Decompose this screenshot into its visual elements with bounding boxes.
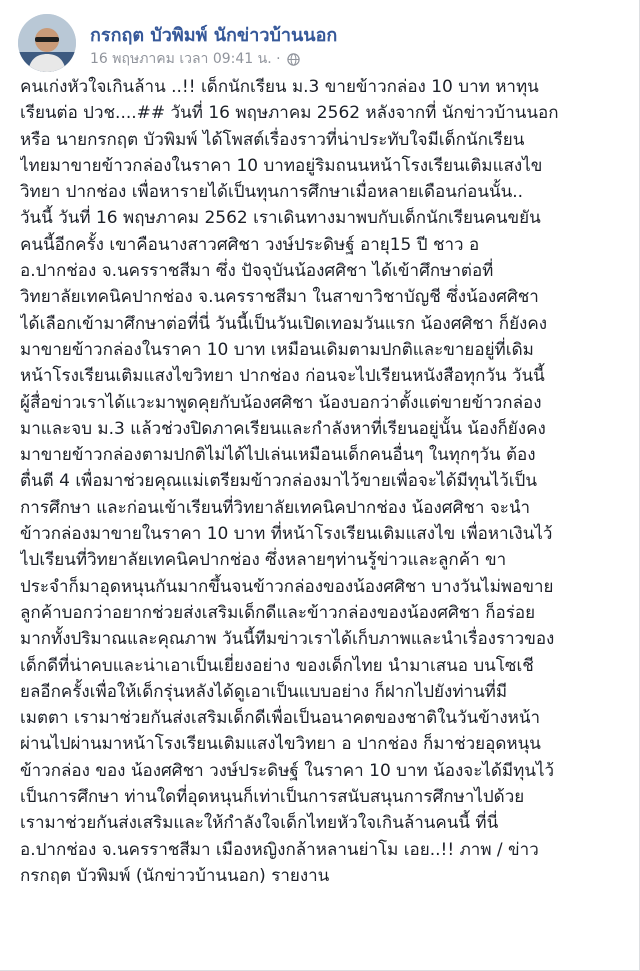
post-text-line: วิทยา ปากช่อง เพื่อหารายได้เป็นทุนการศึกษาเมื่อหลายเดือนก่อนนั้น.. — [20, 182, 524, 203]
post-text-line: การศึกษา และก่อนเข้าเรียนที่วิทยาลัยเทคนิคปากช่อง น้องศศิชา จะนำ — [20, 497, 531, 518]
post-text-line: ผู้สื่อข่าวเราได้แวะมาพูดคุยกับน้องศศิชา น้องบอกว่าตั้งแต่ขายข้าวกล่อง — [20, 392, 542, 413]
avatar-image — [18, 14, 76, 72]
post-text-line: หน้าโรงเรียนเติมแสงไขวิทยา ปากช่อง ก่อนจะไปเรียนหนังสือทุกวัน วันนี้ — [20, 366, 545, 387]
post-text-line: อ.ปากช่อง จ.นครราชสีมา เมืองหญิงกล้าหลานย่าโม เอย..!! ภาพ / ข่าว — [20, 839, 539, 860]
post-text-line: อ.ปากช่อง จ.นครราชสีมา ซึ่ง ปัจจุบันน้องศศิชา ได้เข้าศึกษาต่อที่ — [20, 261, 494, 282]
post-text-line: กรกฤต บัวพิมพ์ (นักข่าวบ้านนอก) รายงาน — [20, 865, 330, 886]
post-text-line: ผ่านไปผ่านมาหน้าโรงเรียนเติมแสงไขวิทยา อ ปากช่อง ก็มาช่วยอุดหนุน — [20, 734, 541, 755]
post-text-line: เมตตา เรามาช่วยกันส่งเสริมเด็กดีเพื่อเป็นอนาคตของชาติในวันข้างหน้า — [20, 708, 541, 729]
post-text-line: ลูกค้าบอกว่าอยากช่วยส่งเสริมเด็กดีและข้าวกล่องของน้องศศิชา ก็อร่อย — [20, 602, 536, 623]
post-text-line: ได้เลือกเข้ามาศึกษาต่อที่นี่ วันนี้เป็นวันเปิดเทอมวันแรก น้องศศิชา ก็ยังคง — [20, 313, 547, 334]
post-text-line: ตื่นตี 4 เพื่อมาช่วยคุณแม่เตรียมข้าวกล่องมาไว้ขายเพื่อจะได้มีทุนไว้เป็น — [20, 471, 537, 492]
post-body-text — [20, 74, 628, 889]
post-text-line: มาขายข้าวกล่องในราคา 10 บาท เหมือนเดิมตามปกติและขายอยู่ที่เดิม — [20, 339, 534, 360]
post-text-line: วันนี้ วันที่ 16 พฤษภาคม 2562 เราเดินทางมาพบกับเด็กนักเรียนคนขยัน — [20, 208, 541, 229]
post-header — [10, 8, 630, 72]
post-text-line: คนเก่งหัวใจเกินล้าน ..!! เด็กนักเรียน ม.3 ขายข้าวกล่อง 10 บาท หาทุน — [20, 77, 539, 97]
globe-icon[interactable] — [287, 53, 300, 66]
post-text-line: มากทั้งปริมาณและคุณภาพ วันนี้ทีมข่าวเราได้เก็บภาพและนำเรื่องราวของ — [20, 629, 555, 650]
post-timestamp[interactable]: 16 พฤษภาคม เวลา 09:41 น. · — [90, 51, 281, 67]
post-text-line: ยลอีกครั้งเพื่อให้เด็กรุ่นหลังได้ดูเอาเป็นแบบอย่าง ก็ฝากไปยังท่านที่มี — [20, 681, 508, 702]
post-text-line: ไปเรียนที่วิทยาลัยเทคนิคปากช่อง ซึ่งหลายๆท่านรู้ข่าวและลูกค้า ขา — [20, 550, 507, 571]
post-text-line: วิทยาลัยเทคนิคปากช่อง จ.นครราชสีมา ในสาขาวิชาบัญชี ซึ่งน้องศศิชา — [20, 287, 539, 308]
author-name-link[interactable]: กรกฤต บัวพิมพ์ นักข่าวบ้านนอก — [90, 25, 338, 46]
post-text-line: เด็กดีที่น่าคบและน่าเอาเป็นเยี่ยงอย่าง ของเด็กไทย นำมาเสนอ บนโซเชี — [20, 655, 534, 676]
post-text-line: ประจำก็มาอุดหนุนกันมากขึ้นจนข้าวกล่องของน้องศศิชา บางวันไม่พอขาย — [20, 576, 554, 597]
post-text-line: ไทยมาขายข้าวกล่องในราคา 10 บาทอยู่ริมถนนหน้าโรงเรียนเติมแสงไข — [20, 155, 543, 176]
post-text-line: หรือ นายกรกฤต บัวพิมพ์ ได้โพสต์เรื่องราวที่น่าประทับใจมีเด็กนักเรียน — [20, 129, 525, 150]
post-meta — [90, 48, 300, 70]
post-text-line: ข้าวกล่อง ของ น้องศศิชา วงษ์ประดิษฐ์ ในราคา 10 บาท น้องจะได้มีทุนไว้ — [20, 760, 555, 781]
post-text-line: ข้าวกล่องมาขายในราคา 10 บาท ที่หน้าโรงเรียนเติมแสงไข เพื่อหาเงินไว้ — [20, 524, 553, 545]
post-text-line: เรามาช่วยกันส่งเสริมและให้กำลังใจเด็กไทยหัวใจเกินล้านคนนี้ ที่นี่ — [20, 813, 499, 834]
post-text-line: เรียนต่อ ปวช....## วันที่ 16 พฤษภาคม 2562 หลังจากที่ นักข่าวบ้านนอก — [20, 103, 559, 124]
post-text-line: มาขายข้าวกล่องตามปกติไม่ได้ไปเล่นเหมือนเด็กคนอื่นๆ ในทุกๆวัน ต้อง — [20, 445, 536, 466]
post-text-line: มาและจบ ม.3 แล้วช่วงปิดภาคเรียนและกำลังหาที่เรียนอยู่นั้น น้องก็ยังคง — [20, 418, 546, 439]
post-text-line: คนนี้อีกครั้ง เขาคือนางสาวศศิชา วงษ์ประดิษฐ์ อายุ15 ปี ชาว อ — [20, 234, 480, 255]
author-avatar[interactable] — [18, 14, 76, 72]
post-text-line: เป็นการศึกษา ท่านใดที่อุดหนุนก็เท่าเป็นการสนับสนุนการศึกษาไปด้วย — [20, 787, 525, 808]
